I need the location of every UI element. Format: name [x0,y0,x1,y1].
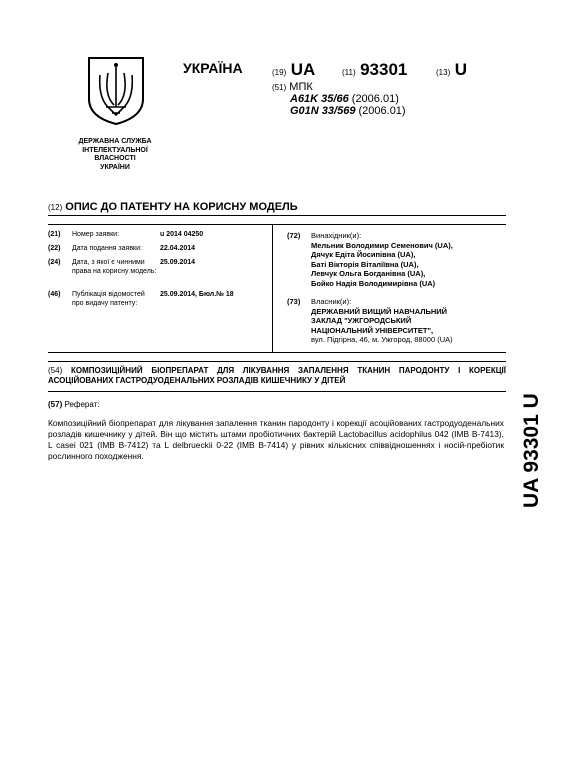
side-patent-number [500,380,560,510]
field-num: (24) [48,259,61,266]
owner-name-line: ДЕРЖАВНИЙ ВИЩИЙ НАВЧАЛЬНИЙ [311,306,448,316]
code-13 [436,60,467,80]
field-label: Номер заявки: [72,231,120,238]
field-value: 25.09.2014 [160,259,196,266]
code-19-num: (19) [272,68,287,77]
ipc-year: (2006.01) [358,105,406,117]
code-11-num: (11) [342,68,356,77]
owner-name-line: ЗАКЛАД "УЖГОРОДСЬКИЙ [311,316,412,325]
owner-address: вул. Підгірна, 46, м. Ужгород, 88000 (UA) [311,335,453,344]
office-line: ІНТЕЛЕКТУАЛЬНОЇ [82,146,148,154]
owner-name-line: НАЦІОНАЛЬНИЙ УНІВЕРСИТЕТ", [311,325,434,335]
title-54-text: КОМПОЗИЦІЙНИЙ БІОПРЕПАРАТ ДЛЯ ЛІКУВАННЯ ЗАПАЛЕННЯ ТКАНИН ПАРОДОНТУ І КОРЕКЦІЇ АСОЦІЙОВАНИХ ГАСТРОДУОДЕНАЛЬНИХ РОЗЛАДІВ КИШЕЧНИКУ У ДІТЕЙ [48,366,506,385]
code-13-num: (13) [436,68,451,77]
title-54-num: (54) [48,366,63,375]
invention-title [48,366,506,386]
owner-num: (73) [287,297,301,306]
ref-57-label: Реферат: [64,400,100,409]
field-value: 25.09.2014, Бюл.№ 18 [160,291,234,298]
title-12-text: ОПИС ДО ПАТЕНТУ НА КОРИСНУ МОДЕЛЬ [65,201,298,213]
field-value: u 2014 04250 [160,231,204,238]
code-19-value: UA [290,60,316,79]
inventor-name: Мельник Володимир Семенович (UA), [311,240,453,250]
code-19 [272,60,315,80]
divider [48,361,506,362]
divider [48,215,506,216]
office-line: УКРАЇНИ [100,163,130,171]
inventor-name: Баті Вікторія Віталіївна (UA), [311,259,419,269]
code-11 [342,60,407,80]
ipc-code: G01N 33/569 [290,105,356,117]
field-label: Дата, з якої є чинними права на корисну модель: [72,259,157,275]
title-12-num: (12) [48,203,63,212]
patent-office-name [60,138,170,172]
ipc-code: A61K 35/66 [290,93,349,105]
bibliographic-data [48,229,506,351]
office-line: ВЛАСНОСТІ [94,155,136,162]
inventors-num: (72) [287,231,301,240]
abstract-heading [48,400,100,409]
divider [48,391,506,392]
ipc-block [272,81,406,117]
field-num: (21) [48,231,61,238]
inventor-name: Бойко Надія Володимирівна (UA) [311,278,436,288]
abstract-text: Композиційний біопрепарат для лікування запалення тканин пародонту і корекції асоційованих гастродуоденальних розладів кишечнику у дітей. Він що містить штами пробіотичних бактерій Lactobacillus acidophilus 042 (IMB B-7413), L casei 021 (IMB B-7412) та L delbrueckii 0-22 (IMB B-7414) у рівних кількісних співвідношеннях і носій-пребіотик рослинного походження. [48,418,504,461]
divider [48,352,506,353]
mpk-label: МПК [289,81,313,93]
inventors-label: Винахідник(и): [311,231,362,240]
coat-of-arms-emblem [86,55,146,127]
code-13-value: U [454,60,467,79]
field-value: 22.04.2014 [160,245,196,252]
ipc-line [272,105,406,117]
inventor-name: Дячук Едіта Йосипівна (UA), [311,250,416,259]
ref-57-num: (57) [48,400,63,409]
ipc-year: (2006.01) [351,93,399,105]
field-label: Публікація відомостей про видачу патенту: [72,291,145,307]
mpk-num: (51) [272,83,287,92]
ipc-line [272,93,406,105]
field-num: (22) [48,245,61,252]
divider [48,224,506,225]
country-name: УКРАЇНА [183,60,243,76]
office-line: ДЕРЖАВНА СЛУЖБА [78,138,152,145]
document-type-title [48,201,298,213]
owner-label: Власник(и): [311,297,352,306]
patent-number: 93301 [360,60,408,79]
inventor-name: Левчук Ольга Богданівна (UA), [311,269,426,278]
side-patent-label: UA 93301 U [520,393,543,508]
field-num: (46) [48,291,61,298]
field-label: Дата подання заявки: [72,245,142,252]
